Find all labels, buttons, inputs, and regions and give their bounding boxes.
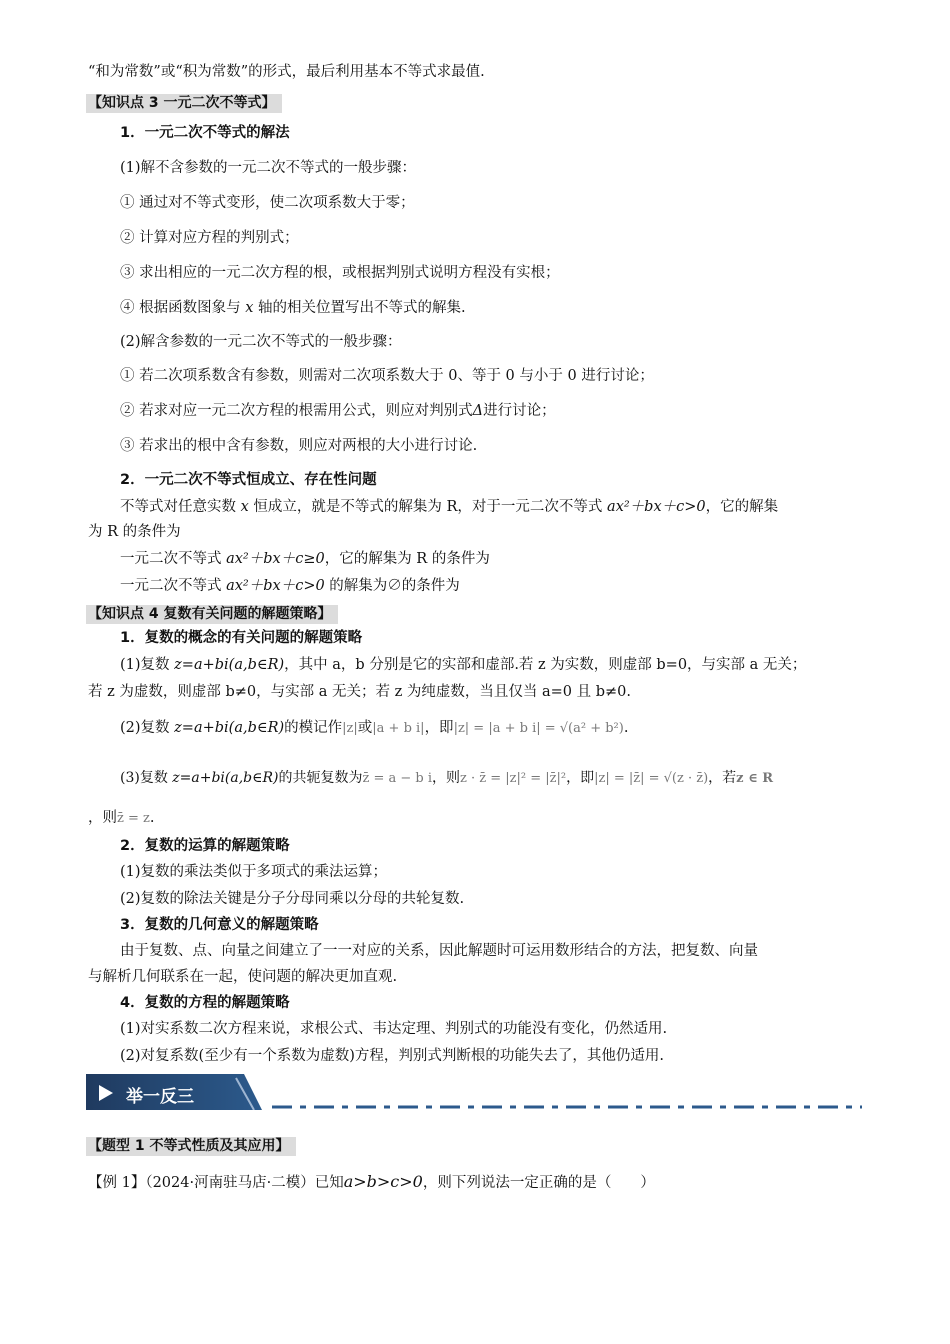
kp3-p2-step1: ① 若二次项系数含有参数，则需对二次项系数大于 0、等于 0 与小于 0 进行讨论； <box>120 368 654 384</box>
section-header-type1: 【题型 1 不等式性质及其应用】 <box>86 1137 296 1156</box>
kp4-p1-line1: (1)复数 z=a+bi(a,b∈R)，其中 a，b 分别是它的实部和虚部.若 z 为实数，则虚部 b=0，与实部 a 无关； <box>120 657 807 673</box>
kp3-p1-step1: ① 通过对不等式变形，使二次项系数大于零； <box>120 195 415 211</box>
kp3-s2-line2: 为 R 的条件为 <box>88 524 181 540</box>
kp3-p1-step4: ④ 根据函数图象与 x 轴的相关位置写出不等式的解集. <box>120 300 466 316</box>
kp4-subtitle-1: 1．复数的概念的有关问题的解题策略 <box>120 630 363 646</box>
section-header-kp4: 【知识点 4 复数有关问题的解题策略】 <box>86 605 338 624</box>
kp4-subtitle-4: 4．复数的方程的解题策略 <box>120 995 290 1011</box>
conjugate-formula-2: z · z̄ = |z|² = |z̄|² <box>460 771 567 786</box>
kp3-subtitle-1: 1．一元二次不等式的解法 <box>120 125 290 141</box>
kp4-p2: (2)复数 z=a+bi(a,b∈R)的模记作|z|或|a + b i|，即|z| = |a + b i| = √(a² + b²). <box>120 720 629 736</box>
kp3-subtitle-2: 2．一元二次不等式恒成立、存在性问题 <box>120 472 377 488</box>
conjugate-formula-3: |z| = |z̄| = √(z · z̄) <box>594 771 709 786</box>
intro-line: “和为常数”或“积为常数”的形式，最后利用基本不等式求最值. <box>88 64 485 80</box>
banner-label: 举一反三 <box>126 1087 194 1107</box>
kp4-p1-line2: 若 z 为虚数，则虚部 b≠0，与实部 a 无关；若 z 为纯虚数，当且仅当 a=0 且 b≠0. <box>88 684 631 700</box>
practice-banner <box>86 1074 262 1110</box>
kp4-subtitle-2: 2．复数的运算的解题策略 <box>120 838 290 854</box>
kp3-p1: (1)解不含参数的一元二次不等式的一般步骤： <box>120 160 417 176</box>
kp4-p3-line2: ，则z̄ = z. <box>88 810 155 826</box>
modulus-formula-1: |z| <box>342 721 358 736</box>
kp3-p2-step3: ③ 若求出的根中含有参数，则应对两根的大小进行讨论. <box>120 438 478 454</box>
kp3-s2-line4: 一元二次不等式 ax²＋bx＋c>0 的解集为∅的条件为 <box>120 578 460 594</box>
play-arrow-icon <box>96 1083 116 1103</box>
kp4-s3-line2: 与解析几何联系在一起，使问题的解决更加直观. <box>88 969 398 985</box>
modulus-formula-2: |a + b i| <box>372 721 425 736</box>
conjugate-formula-1: z̄ = a − b i <box>362 771 433 786</box>
kp4-s3-line1: 由于复数、点、向量之间建立了一一对应的关系，因此解题时可运用数形结合的方法，把复数、向量 <box>120 943 758 959</box>
kp3-s2-line3: 一元二次不等式 ax²＋bx＋c≥0，它的解集为 R 的条件为 <box>120 551 490 567</box>
banner-dash-line <box>272 1104 862 1110</box>
conjugate-formula-5: z̄ = z <box>117 811 150 826</box>
modulus-formula-3: |z| = |a + b i| = √(a² + b²) <box>453 721 624 736</box>
kp4-s2-p2: (2)复数的除法关键是分子分母同乘以分母的共轮复数. <box>120 891 465 907</box>
section-header-kp3: 【知识点 3 一元二次不等式】 <box>86 94 282 113</box>
kp3-p1-step3: ③ 求出相应的一元二次方程的根，或根据判别式说明方程没有实根； <box>120 265 560 281</box>
kp4-p3-line1: (3)复数 z=a+bi(a,b∈R)的共轭复数为z̄ = a − b i，则z · z̄ = |z|² = |z̄|²，即|z| = |z̄| = √(z · z̄)，若z ∈ R <box>120 770 774 786</box>
kp3-p2-step2: ② 若求对应一元二次方程的根需用公式，则应对判别式Δ进行讨论； <box>120 403 556 419</box>
kp4-subtitle-3: 3．复数的几何意义的解题策略 <box>120 917 319 933</box>
kp3-s2-line1: 不等式对任意实数 x 恒成立，就是不等式的解集为 R，对于一元二次不等式 ax²＋bx＋c>0，它的解集 <box>120 499 779 515</box>
conjugate-formula-4: z ∈ R <box>736 771 774 786</box>
example-1: 【例 1】（2024·河南驻马店·二模）已知a>b>c>0，则下列说法一定正确的是（ ） <box>88 1172 655 1191</box>
kp3-p2: (2)解含参数的一元二次不等式的一般步骤： <box>120 334 402 350</box>
kp4-s4-p2: (2)对复系数(至少有一个系数为虚数)方程，判别式判断根的功能失去了，其他仍适用. <box>120 1048 664 1064</box>
kp4-s2-p1: (1)复数的乘法类似于多项式的乘法运算； <box>120 864 388 880</box>
kp4-s4-p1: (1)对实系数二次方程来说，求根公式、韦达定理、判别式的功能没有变化，仍然适用. <box>120 1021 668 1037</box>
kp3-p1-step2: ② 计算对应方程的判别式； <box>120 230 299 246</box>
